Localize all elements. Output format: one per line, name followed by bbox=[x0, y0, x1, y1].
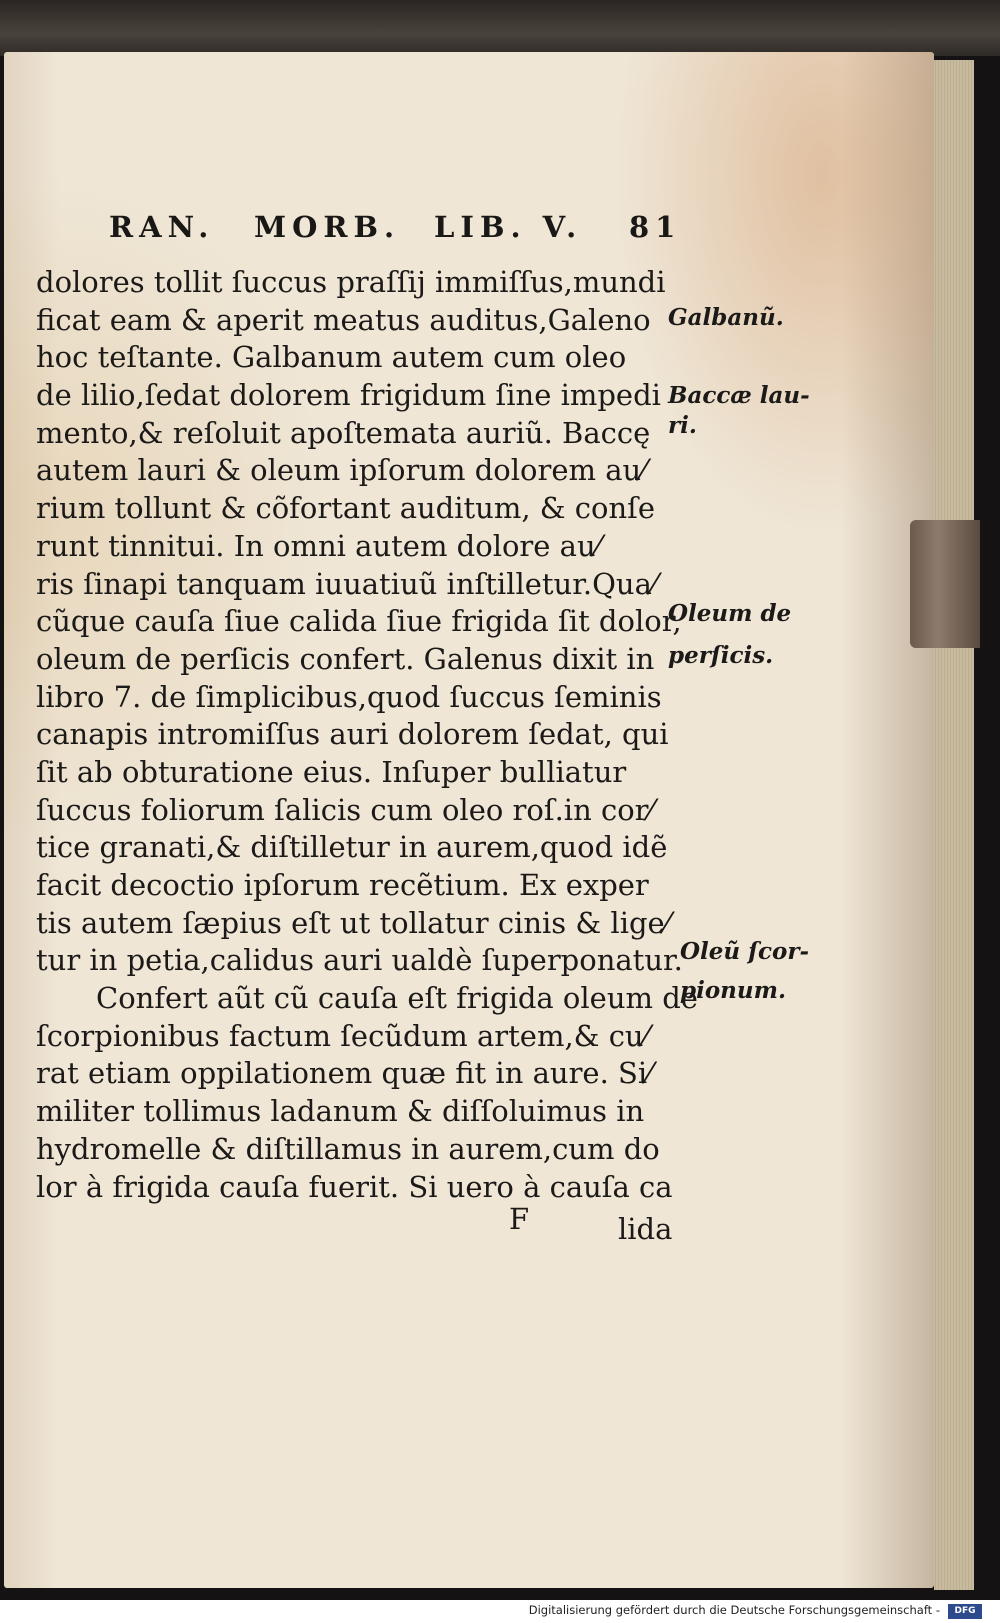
text-line: ſit ab obturatione eius. Inſuper bulliatur bbox=[36, 754, 627, 789]
text-line: ris ſinapi tanquam iuuatiuũ inſtilletur.Qua⁄ bbox=[36, 566, 657, 601]
text-line: lor à frigida cauſa fuerit. Si uero à cauſa ca bbox=[36, 1169, 673, 1204]
text-line: rat etiam oppilationem quæ fit in aure. Si⁄ bbox=[36, 1056, 653, 1091]
text-line: Confert aũt cũ cauſa eſt frigida oleum de bbox=[96, 981, 698, 1016]
header-part-1: RAN. bbox=[109, 210, 215, 244]
book-top-edge bbox=[0, 0, 1000, 56]
text-line: militer tollimus ladanum & diſſoluimus in bbox=[36, 1094, 645, 1129]
page-number: 81 bbox=[629, 210, 682, 244]
book-fore-edge bbox=[934, 60, 974, 1590]
dfg-logo-icon: DFG bbox=[948, 1604, 982, 1619]
text-line: de lilio,ſedat dolorem frigidum ſine impedi bbox=[36, 378, 661, 413]
text-line: hoc teſtante. Galbanum autem cum oleo bbox=[36, 340, 627, 375]
text-line: tice granati,& diſtilletur in aurem,quod idẽ bbox=[36, 830, 668, 865]
book-clip bbox=[910, 520, 980, 648]
text-line: ſcorpionibus factum ſecũdum artem,& cu⁄ bbox=[36, 1018, 649, 1053]
running-header bbox=[109, 210, 689, 250]
margin-note-oleum: Oleum de bbox=[668, 600, 792, 627]
header-part-3: LIB. V. bbox=[434, 210, 583, 244]
margin-note-baccae-cont: ri. bbox=[668, 412, 697, 439]
footer-bar bbox=[0, 1600, 1000, 1623]
text-line: hydromelle & diſtillamus in aurem,cum do bbox=[36, 1131, 660, 1166]
footer-credit: Digitalisierung gefördert durch die Deutsche Forschungsgemeinschaft - bbox=[528, 1603, 940, 1617]
text-line: facit decoctio ipſorum recẽtium. Ex exper bbox=[36, 868, 649, 902]
text-line: canapis intromiſſus auri dolorem ſedat, qui bbox=[36, 717, 669, 752]
text-line: libro 7. de ſimplicibus,quod ſuccus ſeminis bbox=[36, 679, 662, 714]
book-page bbox=[4, 52, 934, 1588]
text-line: ſuccus foliorum ſalicis cum oleo roſ.in cor⁄ bbox=[36, 792, 654, 827]
body-text bbox=[36, 264, 698, 1206]
signature-mark: F bbox=[509, 1202, 530, 1236]
text-line: autem lauri & oleum ipſorum dolorem au⁄ bbox=[36, 453, 647, 488]
margin-note-scorpionum: Oleũ ſcor- bbox=[680, 938, 810, 965]
text-line: rium tollunt & cõfortant auditum, & conſe bbox=[36, 491, 656, 526]
text-line: mento,& reſoluit apoſtemata auriũ. Baccę bbox=[36, 415, 651, 450]
text-line: tis autem ſæpius eſt ut tollatur cinis & lige⁄ bbox=[36, 905, 670, 940]
margin-note-oleum-cont: perſicis. bbox=[668, 642, 774, 669]
margin-note-scorpionum-cont: pionum. bbox=[680, 977, 786, 1004]
text-line: ficat eam & aperit meatus auditus,Galeno bbox=[36, 302, 651, 337]
text-line: runt tinnitui. In omni autem dolore au⁄ bbox=[36, 528, 601, 563]
text-line: oleum de perſicis confert. Galenus dixit in bbox=[36, 641, 655, 676]
text-line: tur in petia,calidus auri ualdè ſuperponatur. bbox=[36, 943, 683, 978]
margin-note-galbanum: Galbanũ. bbox=[668, 304, 784, 331]
catchword: lida bbox=[618, 1212, 673, 1246]
header-part-2: MORB. bbox=[254, 210, 401, 244]
text-line: cũque cauſa ſiue calida ſiue frigida ſit dolor, bbox=[36, 604, 682, 639]
text-line: dolores tollit ſuccus praſſij immiſſus,mundi bbox=[36, 265, 666, 299]
margin-note-baccae: Baccæ lau- bbox=[668, 382, 810, 409]
